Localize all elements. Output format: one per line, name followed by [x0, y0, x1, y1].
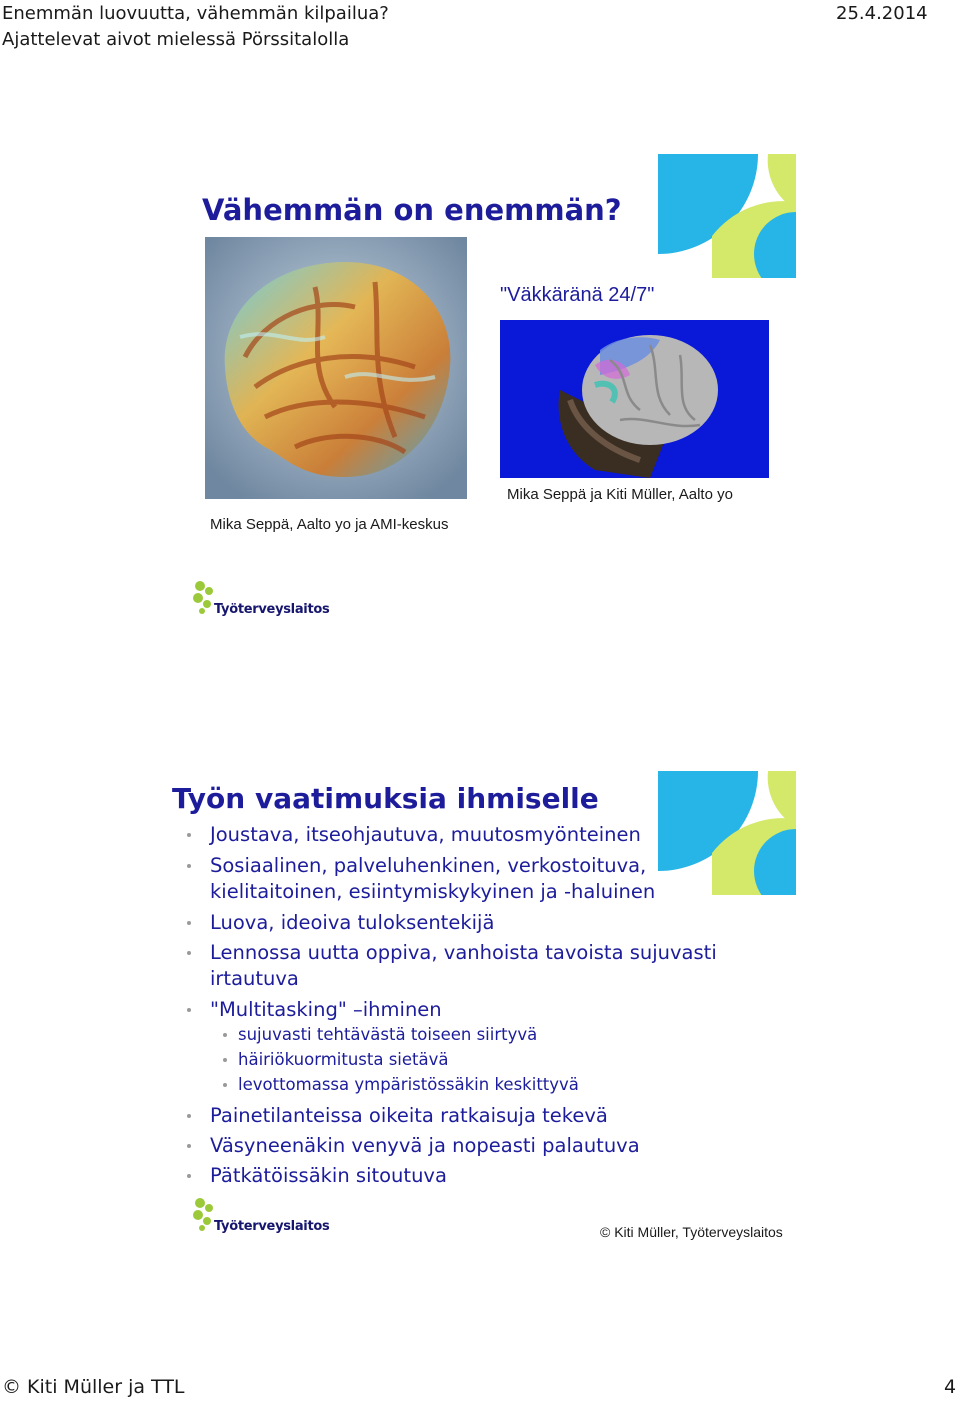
ttl-logo-text: Työterveyslaitos [214, 1219, 330, 1234]
bullet-icon [187, 864, 191, 868]
header-title-line2: Ajattelevat aivot mielessä Pörssitalolla [2, 29, 350, 50]
caption-left: Mika Seppä, Aalto yo ja AMI-keskus [210, 516, 449, 533]
bullet-icon [187, 1114, 191, 1118]
decor-circle-icon [650, 767, 796, 895]
ttl-logo-text: Työterveyslaitos [214, 602, 330, 617]
slide-2-copyright: © Kiti Müller, Työterveyslaitos [600, 1224, 783, 1240]
sub-list-item: levottomassa ympäristössäkin keskittyvä [238, 1075, 579, 1094]
page-number: 4 [944, 1376, 957, 1398]
list-item: irtautuva [210, 967, 299, 990]
list-item: Lennossa uutta oppiva, vanhoista tavoista sujuvasti [210, 941, 717, 964]
bullet-icon [187, 833, 191, 837]
slide-2-title: Työn vaatimuksia ihmiselle [172, 782, 599, 815]
brain-mri-image [205, 237, 467, 499]
decor-circle-icon [650, 150, 796, 278]
bullet-icon [223, 1083, 227, 1087]
bullet-icon [187, 1144, 191, 1148]
list-item: Pätkätöissäkin sitoutuva [210, 1164, 447, 1187]
bullet-icon [187, 1008, 191, 1012]
list-item: kielitaitoinen, esiintymiskykyinen ja -haluinen [210, 880, 656, 903]
slide-1-quote: "Väkkäränä 24/7" [500, 284, 655, 306]
list-item: Luova, ideoiva tuloksentekijä [210, 911, 495, 934]
list-item: "Multitasking" –ihminen [210, 998, 442, 1021]
list-item: Joustava, itseohjautuva, muutosmyönteinen [210, 823, 641, 846]
bullet-icon [223, 1058, 227, 1062]
header-date: 25.4.2014 [836, 3, 928, 24]
list-item: Painetilanteissa oikeita ratkaisuja tekevä [210, 1104, 608, 1127]
bullet-icon [187, 951, 191, 955]
bullet-icon [187, 921, 191, 925]
list-item: Sosiaalinen, palveluhenkinen, verkostoituva, [210, 854, 647, 877]
caption-right: Mika Seppä ja Kiti Müller, Aalto yo [507, 486, 733, 503]
ttl-logo [192, 1197, 330, 1239]
header-title-line1: Enemmän luovuutta, vähemmän kilpailua? [2, 3, 389, 24]
ttl-logo [192, 580, 330, 622]
sub-list-item: häiriökuormitusta sietävä [238, 1050, 449, 1069]
list-item: Väsyneenäkin venyvä ja nopeasti palautuva [210, 1134, 640, 1157]
slide-1-title: Vähemmän on enemmän? [202, 193, 622, 227]
bullet-icon [187, 1174, 191, 1178]
bullet-icon [223, 1033, 227, 1037]
page-footer-copyright: © Kiti Müller ja TTL [2, 1376, 185, 1398]
brain-head-image [500, 320, 769, 478]
sub-list-item: sujuvasti tehtävästä toiseen siirtyvä [238, 1025, 538, 1044]
